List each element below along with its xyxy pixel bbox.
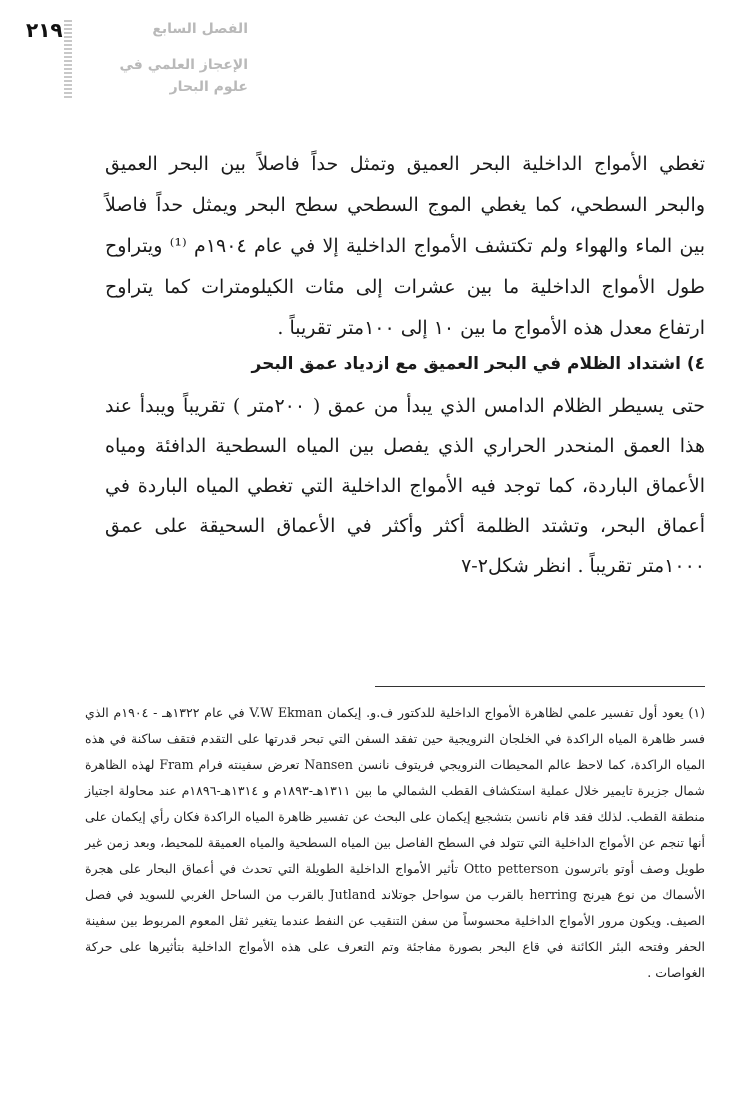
footnote-divider: [375, 686, 705, 687]
header-decoration-strip: [64, 20, 72, 98]
footnote-text: (١) يعود أول تفسير علمي لظاهرة الأمواج الداخلية للدكتور ف.و. إيكمان V.W Ekman في عام ١٣٢٢هـ - ١٩٠٤م الذي فسر ظاهرة المياه الراكدة في الخلجان النرويجية حين تفقد السفن التي تبحر قدرتها على التقدم فتقف ساكنة في هذه المياه الراكدة، كما لاحظ عالم المحيطات النرويجي فريتوف نانسن Nansen تعرض سفينته فرام Fram لهذه الظاهرة شمال جزيرة تايمير خلال عملية استكشاف القطب الشمالي ما بين ١٣١١هـ-١٨٩٣م و ١٣١٤هـ-١٨٩٦م عند محاولة اجتياز منطقة القطب. لذلك فقد قام نانسن بتشجيع إيكمان على البحث عن تفسير ظاهرة المياه الراكدة فكان رأي إيكمان على أنها تنجم عن الأمواج الداخلية التي تتولد في السطح الفاصل بين المياه السطحية والمياه العميقة للمحيط، وبعد زمن غير طويل وصف أوتو باترسون Otto petterson تأثير الأمواج الداخلية الطويلة التي تحدث في أعماق البحار على هجرة الأسماك من نوع هيرنج herring بالقرب من سواحل جوتلاند Jutland بالقرب من الساحل الغربي للسويد في فصل الصيف. ويكون مرور الأمواج الداخلية محسوساً من سفن التنقيب عن النفط عندما يتغير ثقل المعوم المربوط بين سفينة الحفر وفتحه البئر الكائنة في قاع البحر بصورة مفاجئة وتم التعرف على هذه الأمواج الداخلية بتأثيرها على حركة الغواصات .: [85, 705, 705, 980]
page-number: ٢١٩: [26, 18, 63, 42]
section-heading: ٤) اشتداد الظلام في البحر العميق مع ازدياد عمق البحر: [251, 354, 705, 374]
chapter-title: الفصل السابع: [152, 21, 248, 37]
running-header: [88, 18, 248, 98]
body-paragraph-2: حتى يسيطر الظلام الدامس الذي يبدأ من عمق ( ٢٠٠متر ) تقريباً ويبدأ عند هذا العمق المنحدر الحراري الذي يفصل بين المياه السطحية الدافئة ومياه الأعماق الباردة، كما توجد فيه الأمواج الداخلية التي تغطي المياه الباردة في أعماق البحر، وتشتد الظلمة أكثر وأكثر في الأعماق السحيقة على عمق ١٠٠٠متر تقريباً . انظر شكل٢-٧: [105, 395, 706, 577]
book-title: الإعجاز العلمي في علوم البحار: [119, 57, 248, 95]
body-paragraph-1: تغطي الأمواج الداخلية البحر العميق وتمثل حداً فاصلاً بين البحر العميق والبحر السطحي، كما يغطي الموج السطحي سطح البحر ويمثل حداً فاصلاً بين الماء والهواء ولم تكتشف الأمواج الداخلية إلا في عام ١٩٠٤م ⁽¹⁾ ويتراوح طول الأمواج الداخلية ما بين عشرات إلى مئات الكيلومترات كما يتراوح ارتفاع معدل هذه الأمواج ما بين ١٠ إلى ١٠٠متر تقريباً .: [105, 153, 705, 339]
